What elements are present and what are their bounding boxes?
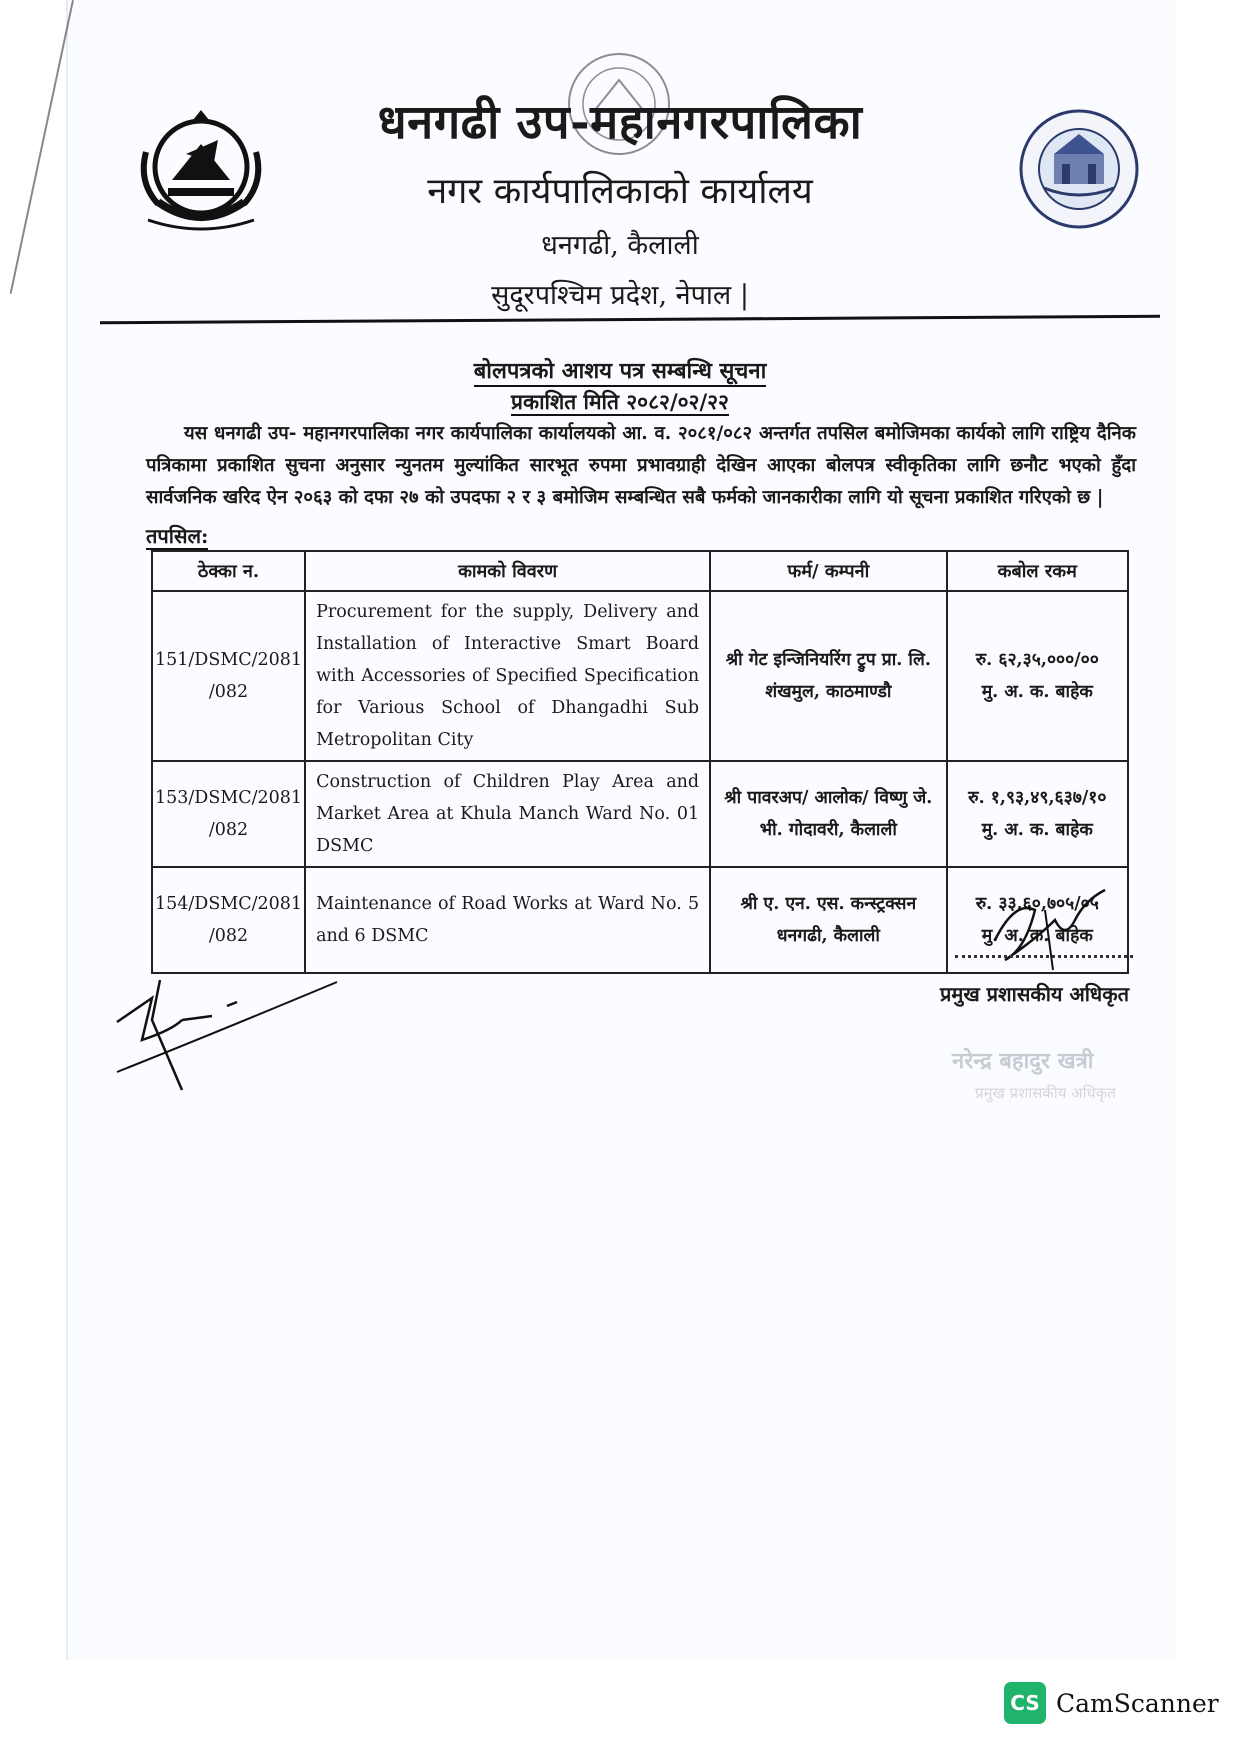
firm-cell [710, 867, 946, 973]
notice-title [0, 355, 1240, 385]
signature-line [955, 955, 1133, 958]
firm-cell [710, 591, 946, 761]
bid-amount: रु. ६२,३५,०००/०० [975, 650, 1099, 670]
office-location: धनगढी, कैलाली [541, 230, 699, 261]
faded-stamp-name: नरेन्द्र बहादुर खत्री [952, 1048, 1094, 1074]
firm-name: श्री गेट इन्जिनियरिंग ट्रुप प्रा. लि. [725, 650, 931, 670]
header-description: कामको विवरण [305, 551, 710, 591]
notice-body-text: यस धनगढी उप- महानगरपालिका नगर कार्यपालिका कार्यालयको आ. व. २०८१/०८२ अन्तर्गत तपसिल बमोजिमका कार्यको लागि राष्ट्रिय दैनिक पत्रिकामा प्रकाशित सुचना अनुसार न्युनतम मुल्यांकित सारभूत रुपमा प्रभावग्राही देखिन आएका बोलपत्र स्वीकृतिका लागि छनौट भएको हुँदा सार्वजनिक खरिद ऐन २०६३ को दफा २७ को उपदफा २ र ३ बमोजिम सम्बन्धित सबै फर्मको जानकारीका लागि यो सूचना प्रकाशित गरिएको छ | [146, 423, 1136, 508]
firm-address: धनगढी, कैलाली [776, 926, 880, 946]
office-name: नगर कार्यपालिकाको कार्यालय [427, 171, 813, 212]
camscanner-logo-icon: CS [1004, 1682, 1046, 1724]
header-amount: कबोल रकम [947, 551, 1128, 591]
bid-amount: रु. १,९३,४९,६३७/१० [968, 788, 1107, 808]
published-date [0, 388, 1240, 416]
vat-note: मु. अ. क. बाहेक [981, 820, 1093, 840]
amount-cell [947, 761, 1128, 867]
header-firm: फर्म/ कम्पनी [710, 551, 946, 591]
notice-body [146, 418, 1136, 514]
officer-title: प्रमुख प्रशासकीय अधिकृत [940, 982, 1129, 1006]
firm-name: श्री ए. एन. एस. कन्स्ट्रक्सन [740, 894, 917, 914]
firm-address: भी. गोदावरी, कैलाली [759, 820, 897, 840]
description-cell: Maintenance of Road Works at Ward No. 5 and 6 DSMC [305, 867, 710, 973]
bid-amount: रु. ३३,६०,७०५/०५ [975, 894, 1099, 914]
right-signature-icon [975, 880, 1125, 980]
header-contract-no: ठेक्का न. [152, 551, 305, 591]
vat-note: मु. अ. क. बाहेक [981, 682, 1093, 702]
amount-cell [947, 591, 1128, 761]
table-row [152, 591, 1128, 761]
firm-cell [710, 761, 946, 867]
published-date-text: प्रकाशित मिति २०८२/०२/२२ [511, 389, 729, 414]
faded-stamp-title: प्रमुख प्रशासकीय अधिकृत [975, 1084, 1116, 1102]
contract-no-cell: 153/DSMC/2081 /082 [152, 761, 305, 867]
table-row [152, 761, 1128, 867]
contract-no-cell: 154/DSMC/2081 /082 [152, 867, 305, 973]
firm-address: शंखमुल, काठमाण्डौ [765, 682, 892, 702]
camscanner-label: CamScanner [1056, 1689, 1219, 1718]
description-cell: Construction of Children Play Area and Market Area at Khula Manch Ward No. 01 DSMC [305, 761, 710, 867]
left-signature-icon [112, 960, 342, 1110]
description-cell: Procurement for the supply, Delivery and Installation of Interactive Smart Board with Accessories of Specified Specification for Various School of Dhangadhi Sub Metropolitan City [305, 591, 710, 761]
municipality-name: धनगढी उप-महानगरपालिका [377, 95, 863, 150]
table-header-row [152, 551, 1128, 591]
details-label-text: तपसिल: [146, 524, 209, 548]
firm-name: श्री पावरअप/ आलोक/ विष्णु जे. [724, 788, 933, 808]
notice-title-text: बोलपत्रको आशय पत्र सम्बन्धि सूचना [474, 358, 767, 387]
province-name: सुदूरपश्चिम प्रदेश, नेपाल | [491, 280, 749, 311]
vat-note: मु. अ. क. बाहेक [981, 926, 1093, 946]
details-label [146, 522, 208, 549]
contract-no-cell: 151/DSMC/2081 /082 [152, 591, 305, 761]
